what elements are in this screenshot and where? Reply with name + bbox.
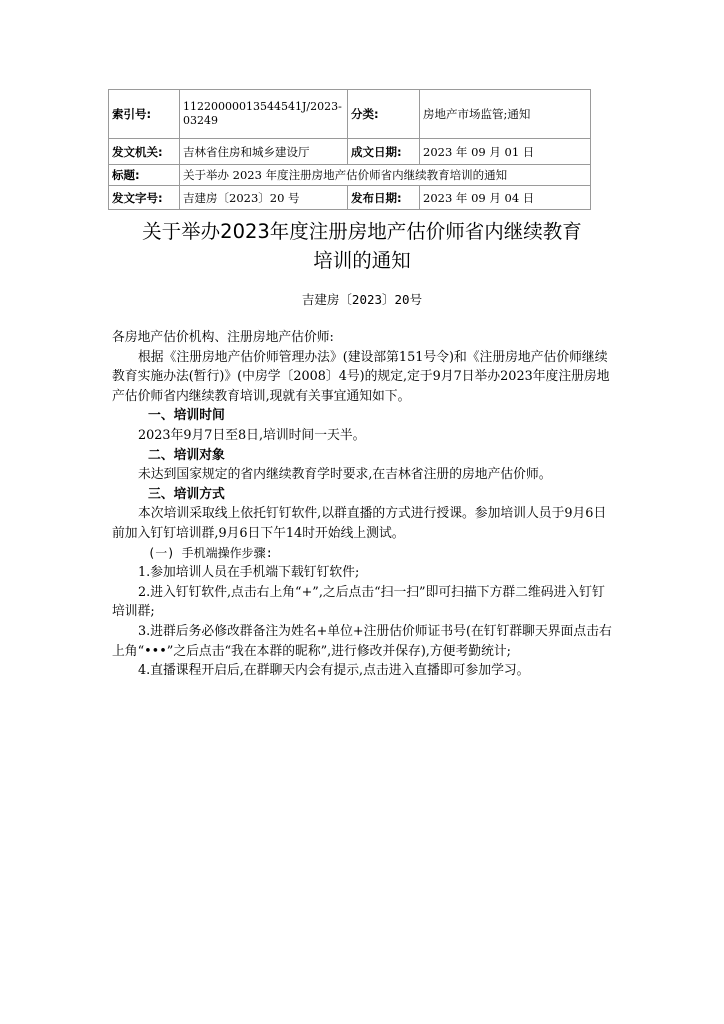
section-1-heading: 一、培训时间 bbox=[148, 408, 225, 424]
subject-label: 标题: bbox=[109, 165, 180, 186]
document-body bbox=[112, 328, 616, 681]
document-number: 吉建房〔2023〕20号 bbox=[301, 292, 423, 307]
intro-paragraph: 根据《注册房地产估价师管理办法》(建设部第151号令)和《注册房地产估价师继续教育实施办法(暂行)》(中房学〔2008〕4号)的规定,定于9月7日举办2023年度注册房地产估价师省内继续教育培训,现就有关事宜通知如下。 bbox=[112, 349, 610, 404]
section-2-heading: 二、培训对象 bbox=[148, 447, 225, 463]
step-2: 2.进入钉钉软件,点击右上角“+”,之后点击“扫一扫”即可扫描下方群二维码进入钉钉培训群; bbox=[112, 584, 605, 620]
step-4: 4.直播课程开启后,在群聊天内会有提示,点击进入直播即可参加学习。 bbox=[138, 663, 530, 679]
index-label: 索引号: bbox=[109, 90, 180, 139]
metadata-table bbox=[108, 89, 591, 210]
metadata-row bbox=[109, 186, 591, 210]
metadata-row bbox=[109, 165, 591, 186]
date-published-value: 2023 年 09 月 04 日 bbox=[420, 186, 591, 210]
issuer-label: 发文机关: bbox=[109, 139, 180, 165]
section-3-text: 本次培训采取线上依托钉钉软件,以群直播的方式进行授课。参加培训人员于9月6日前加入钉钉培训群,9月6日下午14时开始线上测试。 bbox=[112, 506, 607, 541]
section-2-text: 未达到国家规定的省内继续教育学时要求,在吉林省注册的房地产估价师。 bbox=[138, 467, 552, 483]
date-published-label: 发布日期: bbox=[348, 186, 420, 210]
salutation: 各房地产估价机构、注册房地产估价师: bbox=[112, 330, 334, 345]
metadata-row bbox=[109, 139, 591, 165]
subject-value: 关于举办 2023 年度注册房地产估价师省内继续教育培训的通知 bbox=[180, 165, 591, 186]
title-line-1: 关于举办2023年度注册房地产估价师省内继续教育 bbox=[142, 220, 582, 243]
date-written-label: 成文日期: bbox=[348, 139, 420, 165]
category-label: 分类: bbox=[348, 90, 420, 139]
step-1: 1.参加培训人员在手机端下载钉钉软件; bbox=[138, 565, 360, 581]
docno-label: 发文字号: bbox=[109, 186, 180, 210]
document-title bbox=[100, 217, 624, 275]
category-value: 房地产市场监管;通知 bbox=[420, 90, 591, 139]
section-1-text: 2023年9月7日至8日,培训时间一天半。 bbox=[138, 427, 366, 443]
subsection-1-heading: (一) 手机端操作步骤: bbox=[148, 545, 273, 560]
date-written-value: 2023 年 09 月 01 日 bbox=[420, 139, 591, 165]
step-3: 3.进群后务必修改群备注为姓名+单位+注册估价师证书号(在钉钉群聊天界面点击右上角“•••”之后点击“我在本群的昵称”,进行修改并保存),方便考勤统计; bbox=[112, 623, 612, 659]
metadata-row bbox=[109, 90, 591, 139]
docno-value: 吉建房〔2023〕20 号 bbox=[180, 186, 348, 210]
section-3-heading: 三、培训方式 bbox=[148, 486, 225, 502]
title-line-2: 培训的通知 bbox=[313, 249, 411, 272]
issuer-value: 吉林省住房和城乡建设厅 bbox=[180, 139, 348, 165]
index-value: 11220000013544541J/2023-03249 bbox=[180, 90, 348, 139]
